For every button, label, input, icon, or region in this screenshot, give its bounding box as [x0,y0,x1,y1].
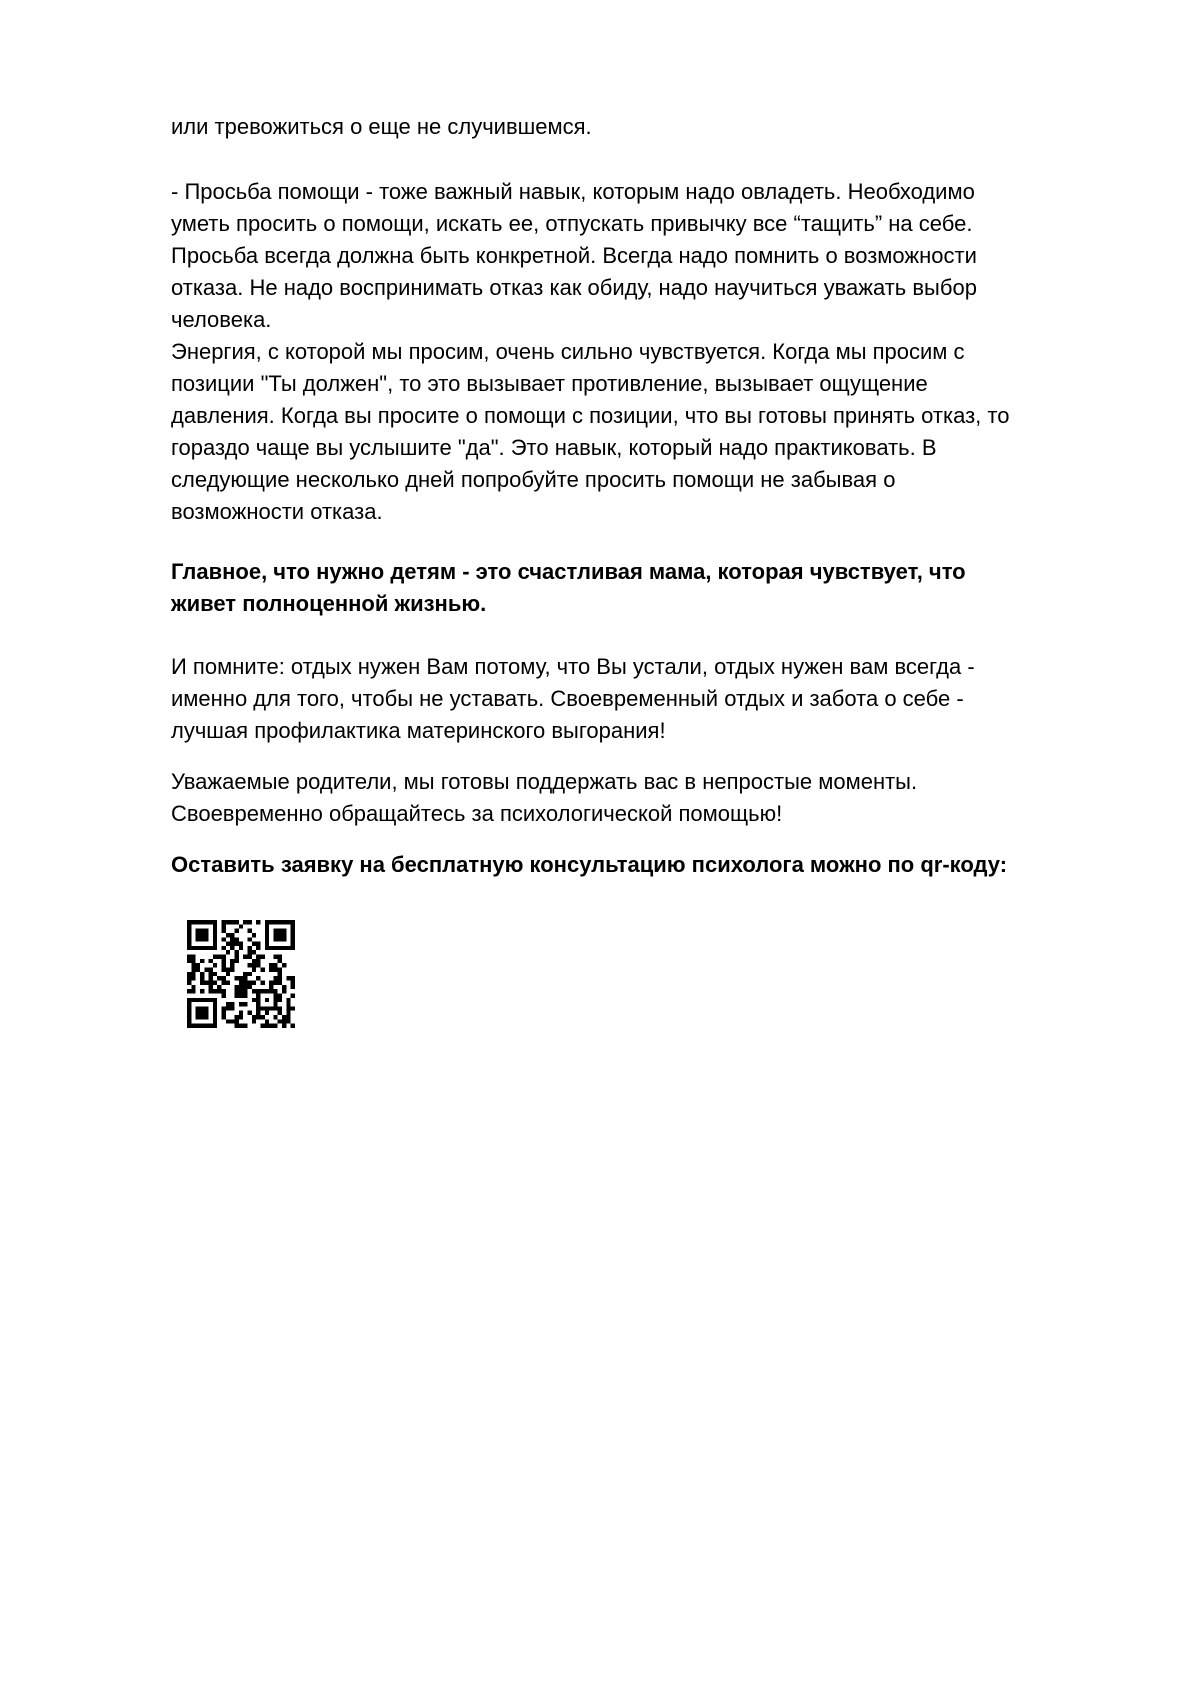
paragraph-reminder: И помните: отдых нужен Вам потому, что Вы устали, отдых нужен вам всегда - именно для того, чтобы не уставать. Своевременный отдых и забота о себе - лучшая профилактика материнского выгорания! [171,654,975,743]
paragraph-main-thought: Главное, что нужно детям - это счастливая мама, которая чувствует, что живет полноценной жизнью. [171,559,966,616]
paragraph-intro-tail: или тревожиться о еще не случившемся. [171,114,592,139]
paragraph-parents-support: Уважаемые родители, мы готовы поддержать вас в непростые моменты. Своевременно обращайтесь за психологической помощью! [171,769,918,826]
paragraph-qr-prompt: Оставить заявку на бесплатную консультацию психолога можно по qr-коду: [171,852,1008,877]
qr-code-icon[interactable] [187,920,295,1028]
paragraph-help-request: - Просьба помощи - тоже важный навык, которым надо овладеть. Необходимо уметь просить о помощи, искать ее, отпускать привычку все “тащить” на себе. Просьба всегда должна быть конкретной. Всегда надо помнить о возможности отказа. Не надо воспринимать отказ как обиду, надо научиться уважать выбор человека. Энергия, с которой мы просим, очень сильно чувствуется. Когда мы просим с позиции "Ты должен", то это вызывает противление, вызывает ощущение давления. Когда вы просите о помощи с позиции, что вы готовы принять отказ, то гораздо чаще вы услышите "да". Это навык, который надо практиковать. В следующие несколько дней попробуйте просить помощи не забывая о возможности отказа. [171,179,1010,524]
